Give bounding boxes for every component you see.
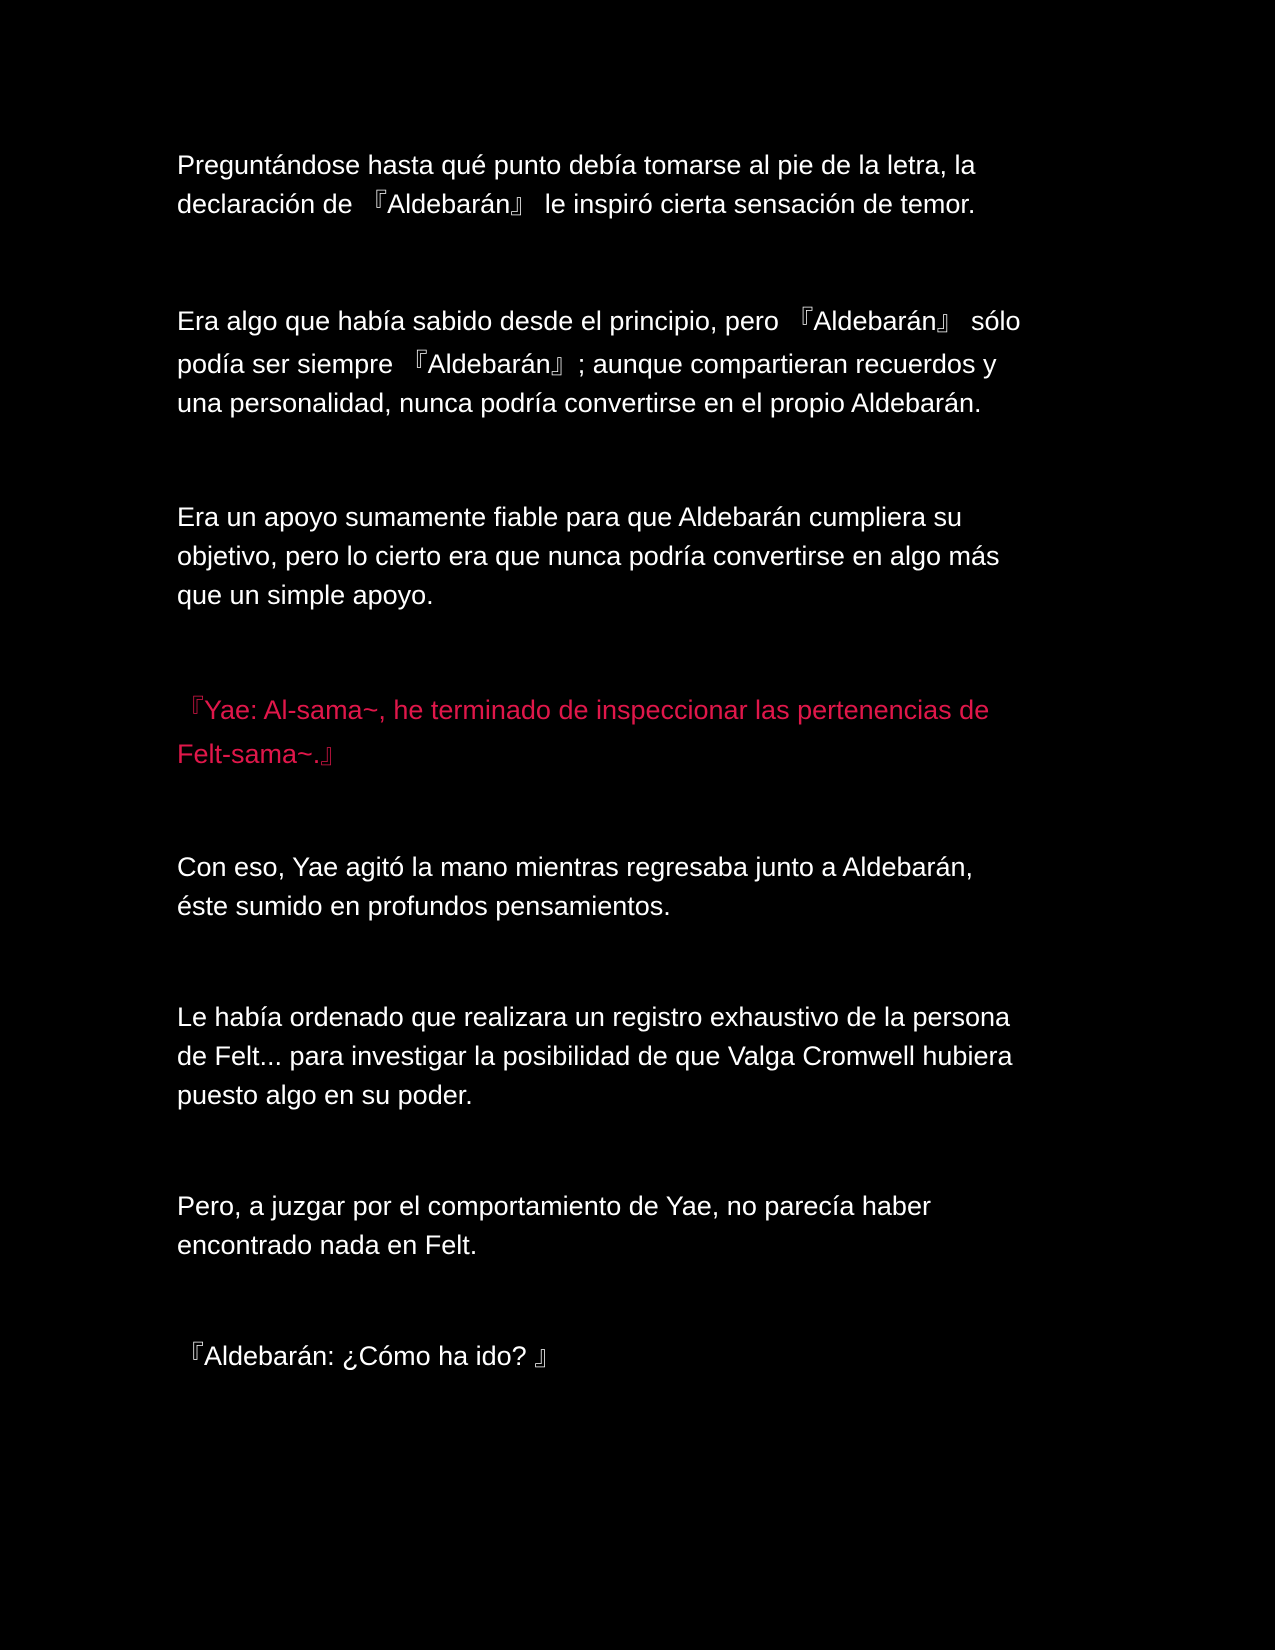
paragraph-line: Con eso, Yae agitó la mano mientras regresaba junto a Aldebarán, bbox=[177, 852, 974, 882]
paragraph-line: puesto algo en su poder. bbox=[177, 1080, 473, 1110]
paragraph-line: Era algo que había sabido desde el principio, pero 『Aldebarán』 sólo bbox=[177, 306, 1021, 336]
aldebaran-dialogue bbox=[177, 1337, 1112, 1376]
paragraph-line: de Felt... para investigar la posibilidad de que Valga Cromwell hubiera bbox=[177, 1041, 1013, 1071]
paragraph-3 bbox=[177, 498, 1112, 615]
paragraph-line: que un simple apoyo. bbox=[177, 580, 434, 610]
paragraph-6 bbox=[177, 998, 1112, 1115]
paragraph-line: 『Aldebarán: ¿Cómo ha ido? 』 bbox=[177, 1341, 562, 1371]
paragraph-line: Felt-sama~.』 bbox=[177, 739, 348, 769]
paragraph-line: Era un apoyo sumamente fiable para que Aldebarán cumpliera su bbox=[177, 502, 962, 532]
paragraph-line: éste sumido en profundos pensamientos. bbox=[177, 891, 671, 921]
paragraph-line: Preguntándose hasta qué punto debía tomarse al pie de la letra, la bbox=[177, 150, 976, 180]
paragraph-2 bbox=[177, 302, 1112, 423]
paragraph-line: Pero, a juzgar por el comportamiento de Yae, no parecía haber bbox=[177, 1191, 931, 1221]
paragraph-line: 『Yae: Al-sama~, he terminado de inspeccionar las pertenencias de bbox=[177, 695, 990, 725]
paragraph-5 bbox=[177, 848, 1112, 926]
paragraph-1 bbox=[177, 146, 1112, 224]
yae-dialogue bbox=[177, 688, 1112, 776]
paragraph-line: declaración de 『Aldebarán』 le inspiró cierta sensación de temor. bbox=[177, 189, 976, 219]
paragraph-line: objetivo, pero lo cierto era que nunca podría convertirse en algo más bbox=[177, 541, 1000, 571]
paragraph-line: encontrado nada en Felt. bbox=[177, 1230, 478, 1260]
paragraph-line: Le había ordenado que realizara un registro exhaustivo de la persona bbox=[177, 1002, 1011, 1032]
paragraph-line: podía ser siempre 『Aldebarán』; aunque compartieran recuerdos y bbox=[177, 349, 997, 379]
paragraph-line: una personalidad, nunca podría convertirse en el propio Aldebarán. bbox=[177, 388, 982, 418]
paragraph-7 bbox=[177, 1187, 1112, 1265]
